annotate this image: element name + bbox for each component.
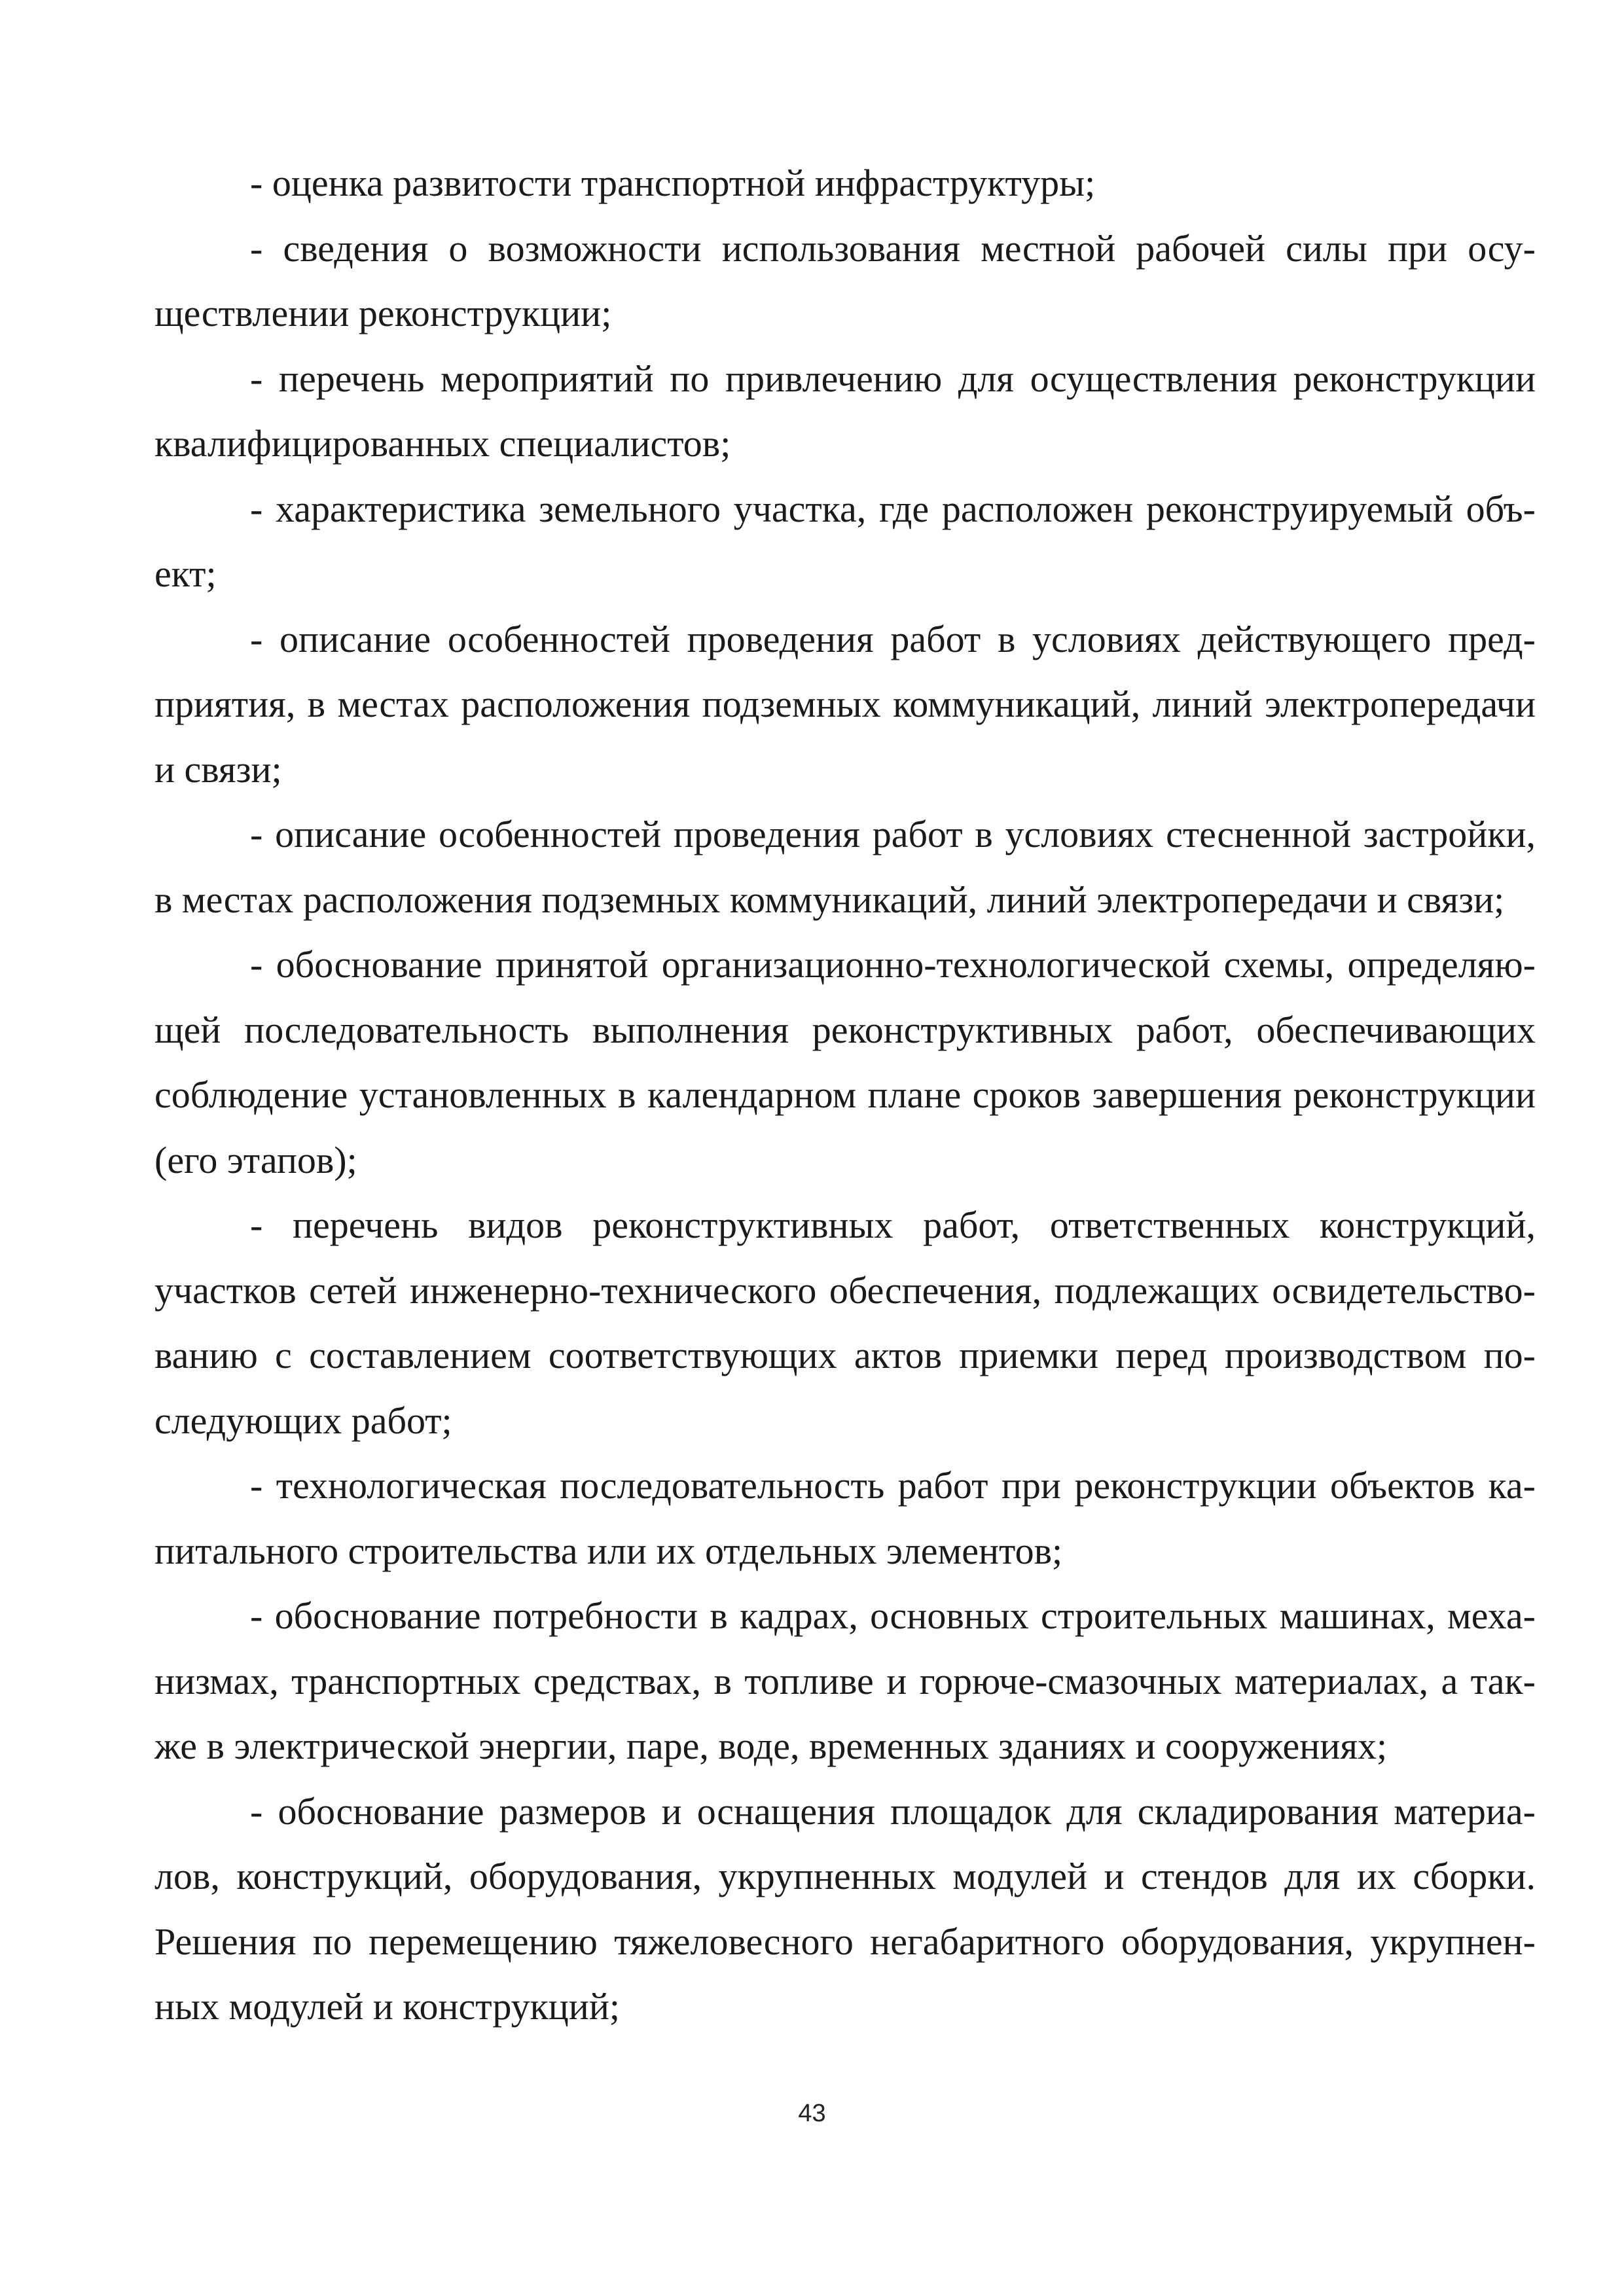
paragraph-technological-scheme: - обоснование принятой организационно-технологической схемы, определяющей последовательность выполнения реконструктивных работ, обеспечивающих соблюдение установленных в календарном плане сроков завершения реконструкции (его этапов); (154, 943, 1536, 1181)
paragraph-transport-infrastructure: - оценка развитости транспортной инфраструктуры; (250, 162, 1096, 204)
paragraph-qualified-specialists: - перечень мероприятий по привлечению для осуществления реконструкции квалифицированных специалистов; (154, 357, 1536, 465)
page-number: 43 (798, 2100, 826, 2127)
paragraph-land-plot: - характеристика земельного участка, где расположен реконструируемый объект; (154, 487, 1536, 595)
paragraph-operating-enterprise: - описание особенностей проведения работ в условиях действующего предприятия, в местах расположения подземных коммуникаций, линий электропередачи и связи; (154, 617, 1536, 791)
paragraph-local-workforce: - сведения о возможности использования местной рабочей силы при осуществлении реконструкции; (154, 226, 1536, 334)
paragraph-resource-needs: - обоснование потребности в кадрах, основных строительных машинах, механизмах, транспортных средствах, в топливе и горюче-смазочных материалах, а также в электрической энергии, паре, воде, временных зданиях и сооружениях; (154, 1594, 1536, 1767)
paragraph-works-inspection: - перечень видов реконструктивных работ, ответственных конструкций, участков сетей инженерно-технического обеспечения, подлежащих освидетельствованию с составлением соответствующих актов приемки перед производством последующих работ; (154, 1204, 1536, 1442)
paragraph-work-sequence: - технологическая последовательность работ при реконструкции объектов капитального строительства или их отдельных элементов; (154, 1464, 1536, 1572)
document-body (154, 151, 1536, 2039)
paragraph-dense-development: - описание особенностей проведения работ в условиях стесненной застройки, в местах расположения подземных коммуникаций, линий электропередачи и связи; (154, 813, 1536, 921)
paragraph-storage-sites: - обоснование размеров и оснащения площадок для складирования материалов, конструкций, оборудования, укрупненных модулей и стендов для их сборки. Решения по перемещению тяжеловесного негабаритного оборудования, укрупненных модулей и конструкций; (154, 1789, 1536, 2028)
